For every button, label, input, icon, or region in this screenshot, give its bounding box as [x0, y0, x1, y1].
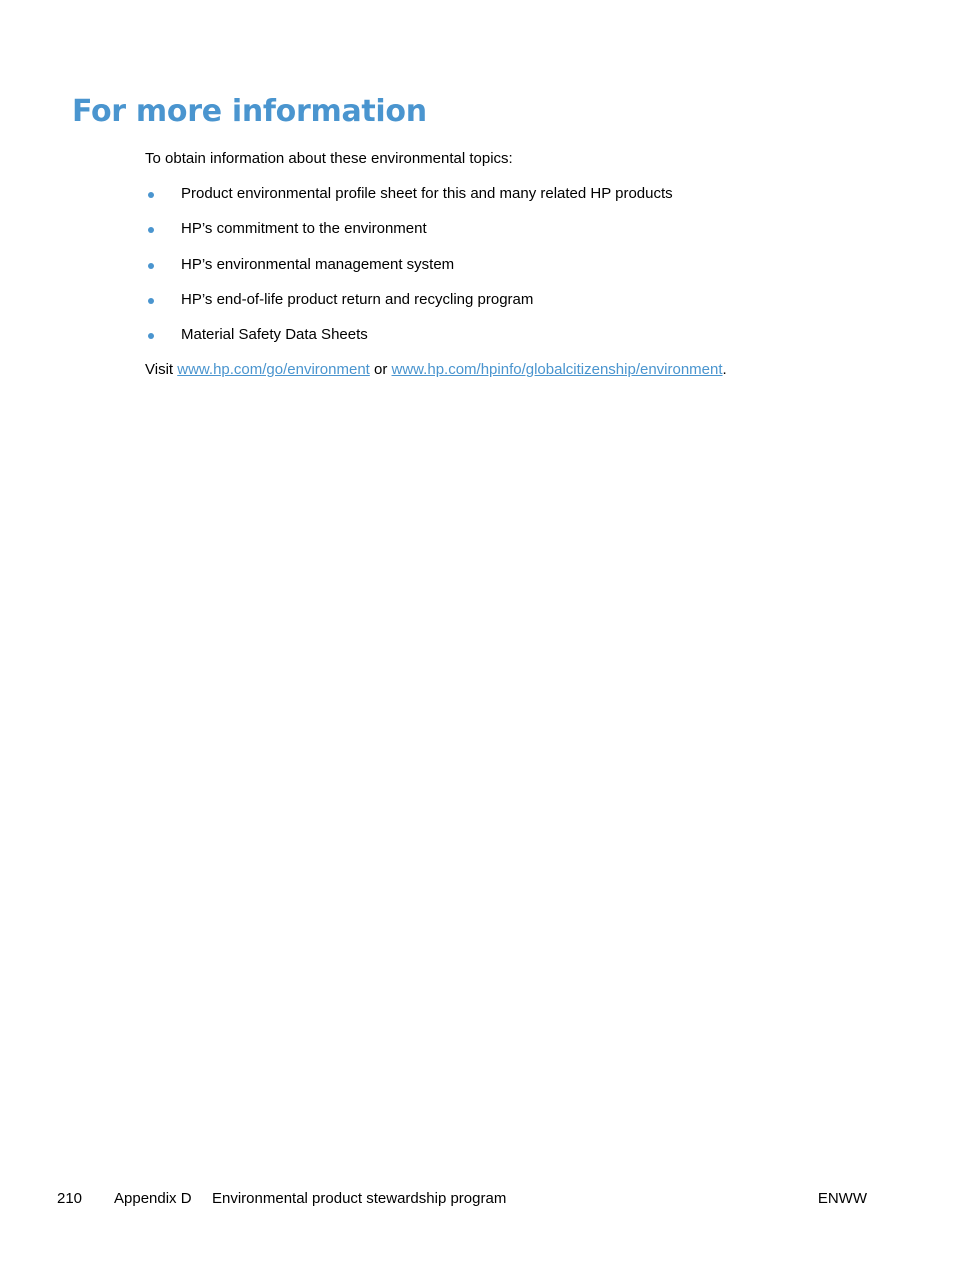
list-item-text: HP’s environmental management system — [181, 255, 455, 273]
list-item-text: Product environmental profile sheet for this and many related HP products — [181, 185, 673, 202]
bullet-icon — [148, 298, 154, 304]
footer-locale: ENWW — [817, 1190, 867, 1207]
list-item — [145, 183, 673, 218]
topic-list — [145, 183, 673, 359]
environment-link[interactable]: www.hp.com/go/environment — [177, 361, 370, 378]
list-item-text: HP’s end-of-life product return and recycling program — [181, 290, 534, 308]
list-item — [145, 254, 673, 289]
footer-appendix: Appendix D — [114, 1190, 192, 1207]
list-item-text: HP’s commitment to the environment — [181, 220, 427, 238]
visit-prefix: Visit — [145, 361, 178, 378]
bullet-icon — [148, 333, 154, 339]
list-item — [145, 324, 673, 359]
page-title: For more information — [72, 94, 427, 129]
bullet-icon — [148, 192, 154, 198]
globalcitizenship-link[interactable]: www.hp.com/hpinfo/globalcitizenship/environment — [391, 361, 723, 378]
bullet-icon — [148, 227, 154, 233]
list-item — [145, 218, 673, 253]
list-item-text: Material Safety Data Sheets — [181, 326, 368, 344]
page-number: 210 — [57, 1190, 83, 1207]
visit-suffix: . — [722, 361, 727, 378]
visit-connector: or — [369, 361, 392, 378]
footer-chapter-title: Environmental product stewardship program — [212, 1190, 507, 1207]
visit-line — [145, 359, 727, 381]
list-item — [145, 289, 673, 324]
bullet-icon — [148, 263, 154, 269]
intro-text: To obtain information about these environmental topics: — [145, 150, 513, 167]
